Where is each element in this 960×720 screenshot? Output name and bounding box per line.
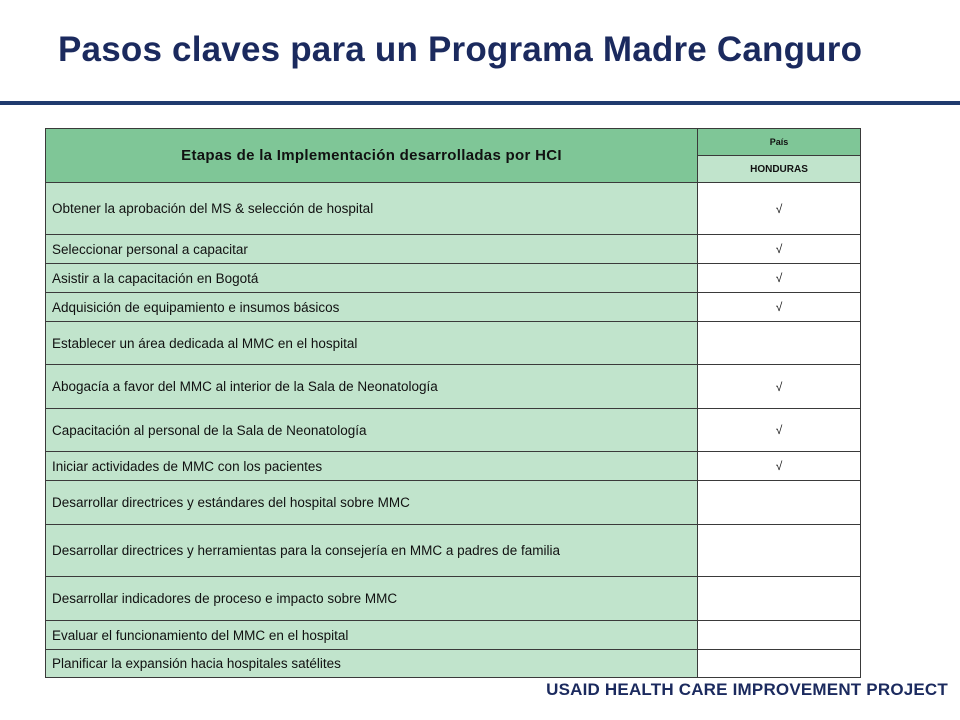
step-cell: Evaluar el funcionamiento del MMC en el hospital [46, 621, 698, 650]
step-cell: Asistir a la capacitación en Bogotá [46, 264, 698, 293]
stage-column-header: Etapas de la Implementación desarrolladas por HCI [46, 129, 698, 183]
table-row [46, 264, 861, 293]
check-mark-cell: √ [698, 409, 861, 452]
table-row [46, 525, 861, 577]
check-mark-cell [698, 577, 861, 621]
check-mark-cell: √ [698, 452, 861, 481]
check-mark-cell: √ [698, 183, 861, 235]
country-column-header: País [698, 129, 861, 156]
step-cell: Desarrollar indicadores de proceso e impacto sobre MMC [46, 577, 698, 621]
table-row [46, 409, 861, 452]
implementation-table [45, 128, 861, 678]
table-row [46, 481, 861, 525]
check-mark-cell [698, 621, 861, 650]
page-title: Pasos claves para un Programa Madre Canguro [58, 30, 863, 69]
step-cell: Adquisición de equipamiento e insumos básicos [46, 293, 698, 322]
step-cell: Planificar la expansión hacia hospitales satélites [46, 650, 698, 678]
table-row [46, 235, 861, 264]
table-row [46, 183, 861, 235]
step-cell: Abogacía a favor del MMC al interior de la Sala de Neonatología [46, 365, 698, 409]
check-mark-cell: √ [698, 365, 861, 409]
step-cell: Desarrollar directrices y herramientas para la consejería en MMC a padres de familia [46, 525, 698, 577]
table-row [46, 577, 861, 621]
check-mark-cell: √ [698, 264, 861, 293]
check-mark-cell: √ [698, 235, 861, 264]
check-mark-cell [698, 650, 861, 678]
table-row [46, 365, 861, 409]
step-cell: Capacitación al personal de la Sala de Neonatología [46, 409, 698, 452]
table-row [46, 650, 861, 678]
step-cell: Seleccionar personal a capacitar [46, 235, 698, 264]
check-mark-cell: √ [698, 293, 861, 322]
step-cell: Desarrollar directrices y estándares del hospital sobre MMC [46, 481, 698, 525]
check-mark-cell [698, 525, 861, 577]
step-cell: Iniciar actividades de MMC con los pacientes [46, 452, 698, 481]
table-row [46, 452, 861, 481]
footer-brand: USAID HEALTH CARE IMPROVEMENT PROJECT [546, 680, 948, 699]
table-row [46, 621, 861, 650]
title-divider [0, 101, 960, 105]
table-row [46, 293, 861, 322]
step-cell: Establecer un área dedicada al MMC en el hospital [46, 322, 698, 365]
check-mark-cell [698, 481, 861, 525]
country-name-header: HONDURAS [698, 156, 861, 183]
check-mark-cell [698, 322, 861, 365]
table-row [46, 322, 861, 365]
step-cell: Obtener la aprobación del MS & selección de hospital [46, 183, 698, 235]
